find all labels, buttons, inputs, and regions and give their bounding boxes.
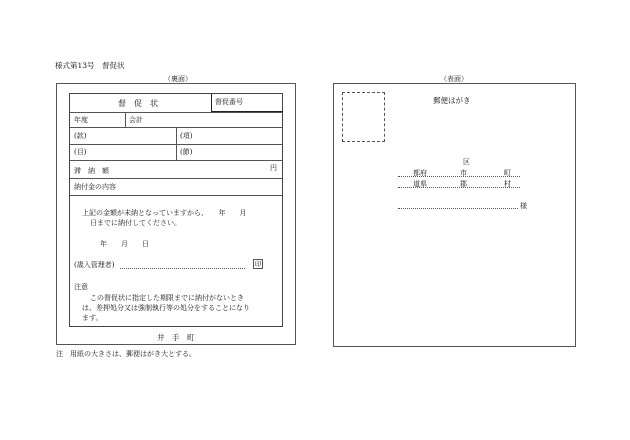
sama-label: 様 [520, 202, 527, 210]
back-side-caption: （裏面） [164, 75, 192, 83]
machi-label: 町 [504, 169, 511, 177]
kou-label: (項) [180, 132, 193, 140]
note-line-1: この督促状に指定した期限までに納付がないとき [90, 294, 244, 302]
town-label: 井 手 町 [157, 333, 195, 342]
number-label: 督促番号 [215, 98, 243, 106]
setsu-label: (節) [180, 148, 193, 156]
back-side-panel [56, 83, 296, 345]
yen-label: 円 [270, 164, 277, 172]
account-label: 会計 [129, 116, 143, 124]
front-side-caption: （表面） [440, 75, 468, 83]
notice-line-2: 日までに納付してください。 [90, 219, 181, 227]
form-frame [69, 93, 283, 327]
form-title: 督 促 状 [118, 99, 158, 108]
year-label: 年度 [74, 116, 88, 124]
note-line-3: ます。 [82, 314, 103, 322]
shi-label: 市 [460, 169, 467, 177]
gun-label: 郡 [460, 180, 467, 188]
stamp-box [342, 92, 385, 142]
front-side-panel [333, 83, 576, 347]
form-label: 様式第13号 督促状 [55, 61, 125, 70]
notice-line-1: 上記の金額が未納となっていますから、 年 月 [82, 209, 247, 217]
arrears-label: 滞 納 額 [74, 167, 109, 175]
manager-label: (歳入管理者) [74, 261, 115, 269]
date-line: 年 月 日 [100, 240, 149, 248]
ku-label: 区 [463, 158, 470, 166]
note-line-2: は、差押処分又は強制執行等の処分をすることになり [82, 304, 250, 312]
mura-label: 村 [504, 180, 511, 188]
kan-label: (款) [74, 132, 87, 140]
seal-box: 印 [254, 260, 262, 268]
moku-label: (目) [74, 148, 87, 156]
postcard-label: 郵便はがき [433, 96, 471, 105]
footnote: 注 用紙の大きさは、郵便はがき大とする。 [56, 350, 196, 358]
note-title: 注意 [74, 283, 88, 291]
pref-top-label: 都府 [413, 169, 427, 177]
content-label: 納付金の内容 [74, 183, 116, 191]
pref-bottom-label: 道県 [413, 180, 427, 188]
number-box [211, 94, 283, 112]
